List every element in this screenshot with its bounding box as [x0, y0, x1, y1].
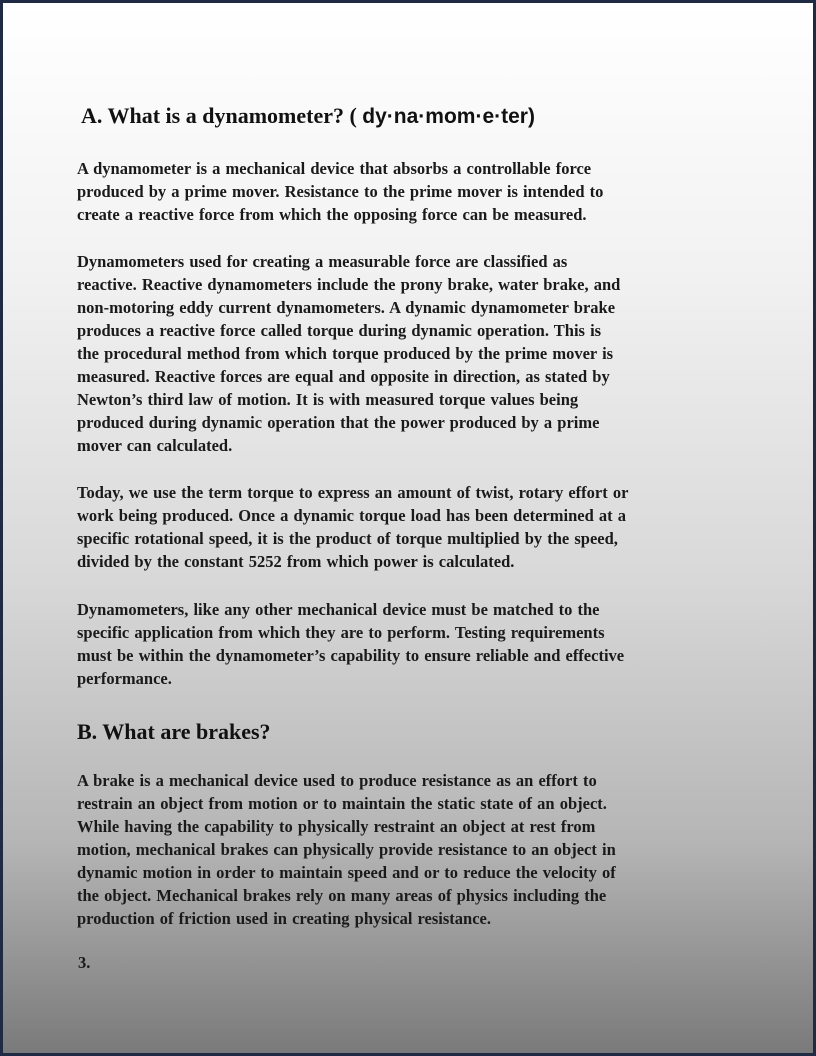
paragraph-brakes-definition	[77, 769, 737, 930]
pronunciation: dy·na·mom·e·ter)	[362, 105, 535, 128]
text-line: measured. Reactive forces are equal and opposite in direction, as stated by	[77, 367, 610, 386]
text-line: Dynamometers used for creating a measurable force are classified as	[77, 252, 568, 271]
text-line: dynamic motion in order to maintain speed and or to reduce the velocity of	[77, 863, 616, 882]
text-line: A dynamometer is a mechanical device that absorbs a controllable force	[77, 159, 592, 178]
text-line: While having the capability to physically restraint an object at rest from	[77, 817, 596, 836]
text-line: specific application from which they are to perform. Testing requirements	[77, 623, 605, 642]
section-b-heading: B. What are brakes?	[77, 719, 271, 744]
text-line: A brake is a mechanical device used to produce resistance as an effort to	[77, 771, 597, 790]
text-line: reactive. Reactive dynamometers include the prony brake, water brake, and	[77, 275, 621, 294]
text-line: produces a reactive force called torque during dynamic operation. This is	[77, 321, 602, 340]
text-line: production of friction used in creating physical resistance.	[77, 909, 492, 928]
text-line: work being produced. Once a dynamic torque load has been determined at a	[77, 506, 627, 525]
text-line: non-motoring eddy current dynamometers. A dynamic dynamometer brake	[77, 298, 616, 317]
text-line: Today, we use the term torque to express an amount of twist, rotary effort or	[77, 483, 629, 502]
text-line: specific rotational speed, it is the product of torque multiplied by the speed,	[77, 529, 618, 548]
text-line: produced during dynamic operation that the power produced by a prime	[77, 413, 600, 432]
page-number: 3.	[78, 953, 91, 972]
text-line: produced by a prime mover. Resistance to the prime mover is intended to	[77, 182, 604, 201]
section-a-heading	[81, 103, 535, 129]
text-line: motion, mechanical brakes can physically provide resistance to an object in	[77, 840, 616, 859]
text-line: Dynamometers, like any other mechanical device must be matched to the	[77, 600, 600, 619]
text-line: restrain an object from motion or to maintain the static state of an object.	[77, 794, 607, 813]
text-line: the object. Mechanical brakes rely on many areas of physics including the	[77, 886, 607, 905]
text-line: divided by the constant 5252 from which power is calculated.	[77, 552, 515, 571]
text-line: mover can calculated.	[77, 436, 233, 455]
text-line: must be within the dynamometer’s capability to ensure reliable and effective	[77, 646, 625, 665]
paragraph-matching-application	[77, 598, 737, 690]
paragraph-dynamometer-definition	[77, 157, 737, 226]
text-line: the procedural method from which torque produced by the prime mover is	[77, 344, 614, 363]
paragraph-torque	[77, 481, 737, 573]
paragraph-reactive-dynamometers	[77, 250, 737, 457]
text-line: performance.	[77, 669, 172, 688]
section-a-heading-text: A. What is a dynamometer? (	[81, 103, 357, 128]
text-line: create a reactive force from which the opposing force can be measured.	[77, 205, 587, 224]
text-line: Newton’s third law of motion. It is with measured torque values being	[77, 390, 579, 409]
